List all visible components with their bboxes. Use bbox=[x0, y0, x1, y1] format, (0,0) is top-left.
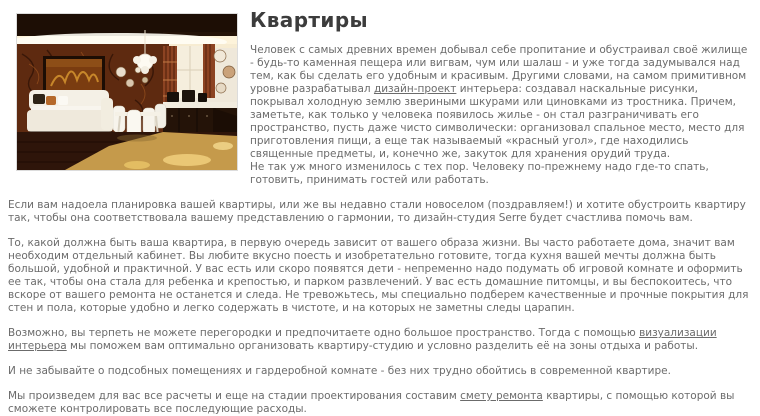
wall-painting bbox=[43, 56, 105, 94]
white-sofa bbox=[27, 90, 113, 134]
apartment-interior-illustration bbox=[17, 14, 237, 170]
paragraph: И не забывайте о подсобных помещениях и гардеробной комнате - без них трудно обойтись в современной квартире. bbox=[8, 365, 671, 377]
inline-link[interactable]: дизайн-проект bbox=[373, 83, 457, 95]
paragraph: Человек с самых древних времен добывал себе пропитание и обустраивал своё жилище - будь-то каменная пещера или вигвам, чум или шалаш - и уже тогда задумывался над тем, как бы сделать его удобным и красивым. Другими словами, на самом примитивном уровне разрабатывал дизайн-проект интерьера: создавал наскальные рисунки, покрывал холодную землю звериными шкурами или циновками из тростника. Причем, заметьте, как только у человека появилось жилье - он стал разграничивать его пространство, пусть даже чисто символически: организовал спальное место, место для приготовления пищи, а еще так называемый «красный угол», где находились священные предметы, и, конечно же, закуток для хранения орудий труда. Не так уж много изменилось с тех пор. Человеку по-прежнему надо где-то спать, готовить, принимать гостей или работать. bbox=[250, 44, 748, 186]
page-title: Квартиры bbox=[250, 8, 369, 32]
paragraph: Возможно, вы терпеть не можете перегородки и предпочитаете одно большое пространство. Тогда с помощью визуализации интерьера мы поможем вам оптимально организовать квартиру-студию и условно разделить её на зоны отдыха и работы. bbox=[8, 327, 717, 352]
inline-link[interactable]: визуализации интерьера bbox=[8, 327, 717, 352]
inline-link[interactable]: смету ремонта bbox=[460, 390, 543, 402]
paragraph: Мы произведем для вас все расчеты и еще на стадии проектирования составим смету ремонта квартиры, с помощью которой вы сможете контролировать все последующие расходы. bbox=[8, 390, 735, 415]
paragraph: То, какой должна быть ваша квартира, в первую очередь зависит от вашего образа жизни. Вы часто работаете дома, значит вам необходим отдельный кабинет. Вы любите вкусно поесть и изобретательно готовите, тогда кухня вашей мечты должна быть большой, удобной и практичной. У вас есть или скоро появятся дети - непременно надо подумать об игровой комнате и оформить ее так, чтобы она стала для ребенка и крепостью, и парком развлечений. У вас есть домашние питомцы, и вы беспокоитесь, что вскоре от вашего ремонта не останется и следа. Не тревожьтесь, мы специально подберем качественные и прочные покрытия для стен и пола, которые удобно и легко содержать в чистоте, и на которых не заметны следы царапин. bbox=[8, 237, 749, 314]
paragraph: Если вам надоела планировка вашей квартиры, или же вы недавно стали новоселом (поздравляем!) и хотите обустроить квартиру так, чтобы она соответствовала вашему представлению о гармонии, то дизайн-студия Serre будет счастлива помочь вам. bbox=[8, 199, 746, 224]
apartment-interior-photo bbox=[16, 13, 238, 171]
floor bbox=[17, 132, 237, 170]
